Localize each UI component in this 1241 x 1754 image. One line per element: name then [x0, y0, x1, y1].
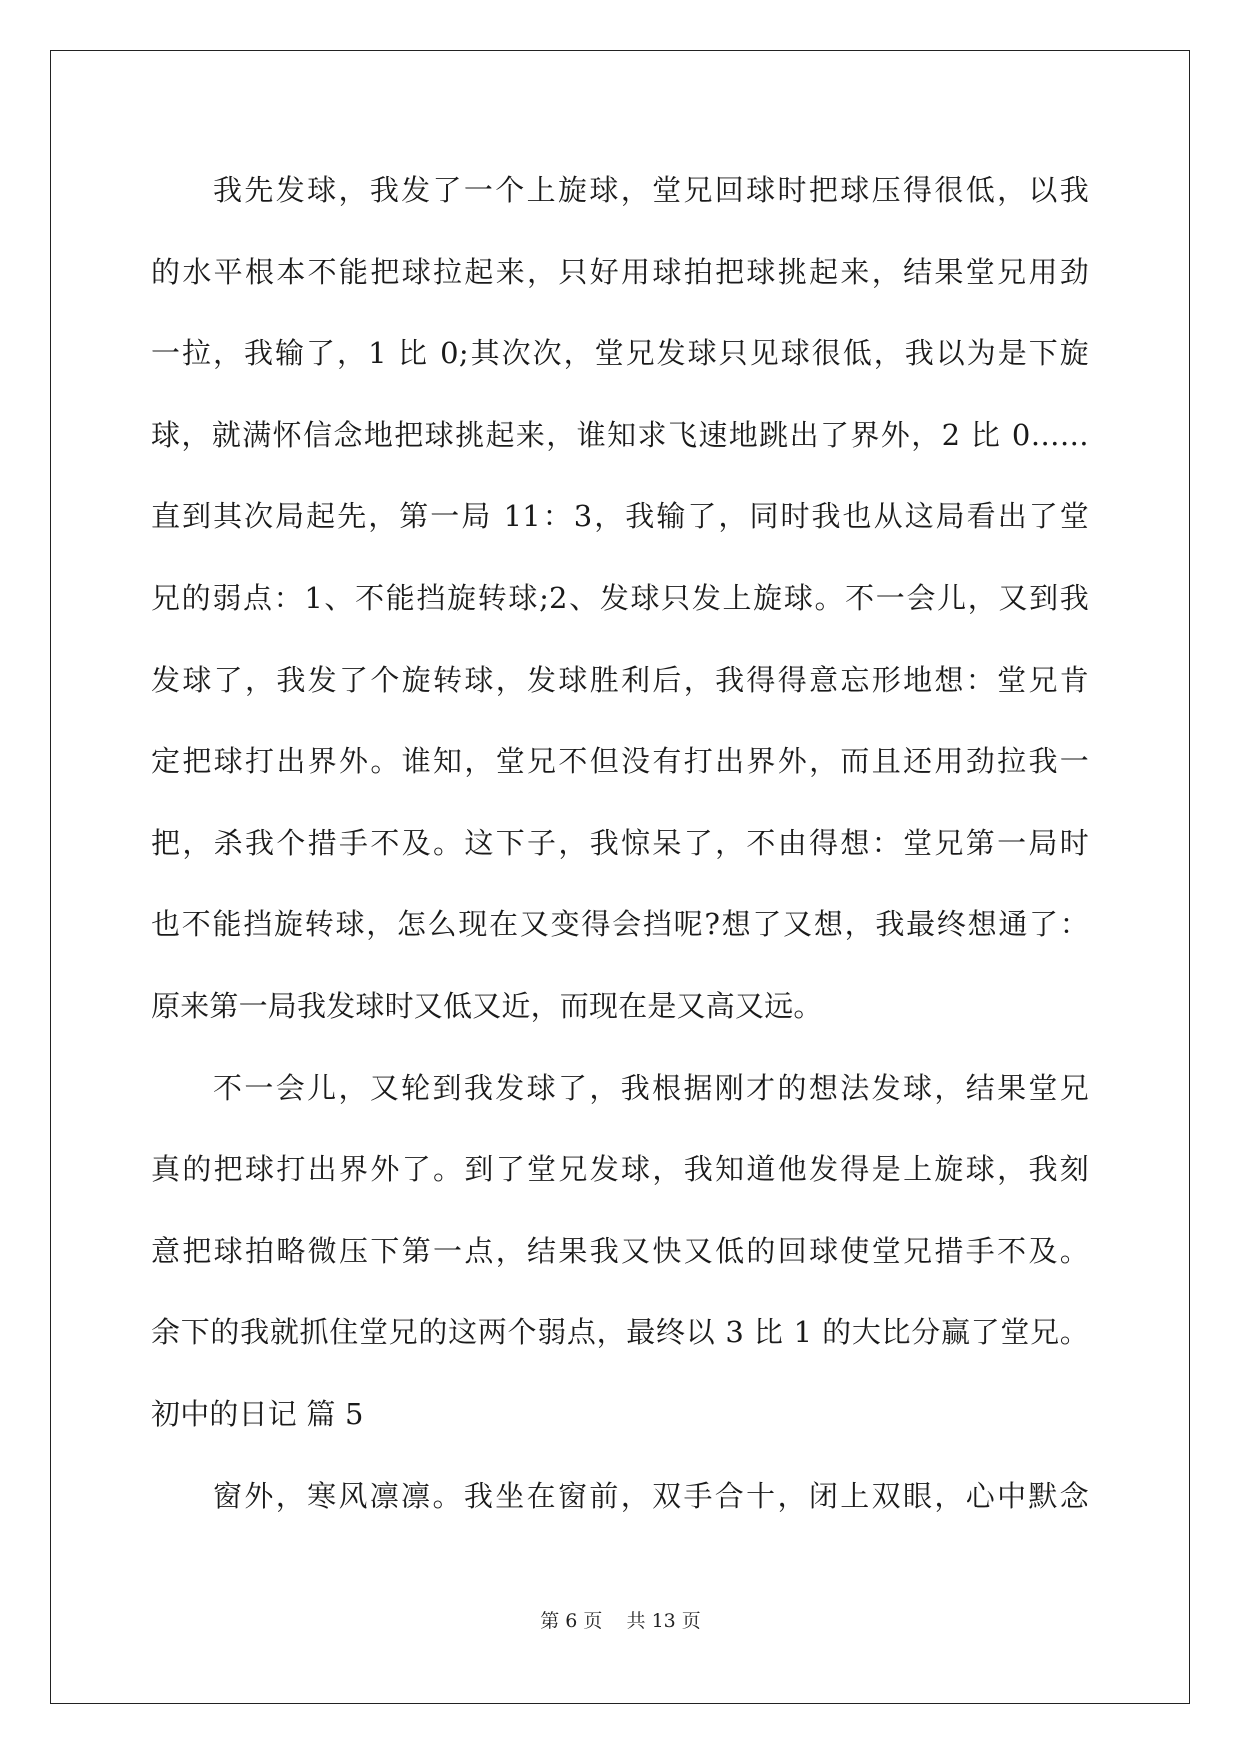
text-line: 一拉，我输了，1 比 0;其次次，堂兄发球只见球很低，我以为是下旋: [151, 336, 1089, 371]
text-line: 定把球打出界外。谁知，堂兄不但没有打出界外，而且还用劲拉我一: [151, 744, 1089, 779]
text-line: 兄的弱点：1、不能挡旋转球;2、发球只发上旋球。不一会儿，又到我: [151, 580, 1089, 615]
document-body: [151, 160, 1089, 1547]
text-line: 真的把球打出界外了。到了堂兄发球，我知道他发得是上旋球，我刻: [151, 1152, 1089, 1187]
page-footer: [0, 1606, 1241, 1633]
text-line: 窗外，寒风凛凛。我坐在窗前，双手合十，闭上双眼，心中默念: [213, 1478, 1089, 1513]
text-line: 余下的我就抓住堂兄的这两个弱点，最终以 3 比 1 的大比分赢了堂兄。: [151, 1315, 1089, 1350]
text-line: 把，杀我个措手不及。这下子，我惊呆了，不由得想：堂兄第一局时: [151, 825, 1089, 860]
text-line: 我先发球，我发了一个上旋球，堂兄回球时把球压得很低，以我: [213, 173, 1089, 207]
text-line: 球，就满怀信念地把球挑起来，谁知求飞速地跳出了界外，2 比 0……: [151, 417, 1089, 452]
page-number: 第 6 页: [540, 1610, 603, 1632]
text-line: 原来第一局我发球时又低又近，而现在是又高又远。: [151, 988, 823, 1023]
section-heading: 初中的日记 篇 5: [151, 1396, 364, 1431]
text-line: 不一会儿，又轮到我发球了，我根据刚才的想法发球，结果堂兄: [213, 1070, 1089, 1105]
text-line: 发球了，我发了个旋转球，发球胜利后，我得得意忘形地想：堂兄肯: [151, 662, 1089, 697]
text-line: 也不能挡旋转球，怎么现在又变得会挡呢?想了又想，我最终想通了：: [151, 907, 1089, 942]
page-total: 共 13 页: [626, 1610, 701, 1632]
text-line: 直到其次局起先，第一局 11：3，我输了，同时我也从这局看出了堂: [151, 499, 1089, 534]
text-line: 的水平根本不能把球拉起来，只好用球拍把球挑起来，结果堂兄用劲: [151, 254, 1089, 289]
text-line: 意把球拍略微压下第一点，结果我又快又低的回球使堂兄措手不及。: [151, 1233, 1089, 1268]
